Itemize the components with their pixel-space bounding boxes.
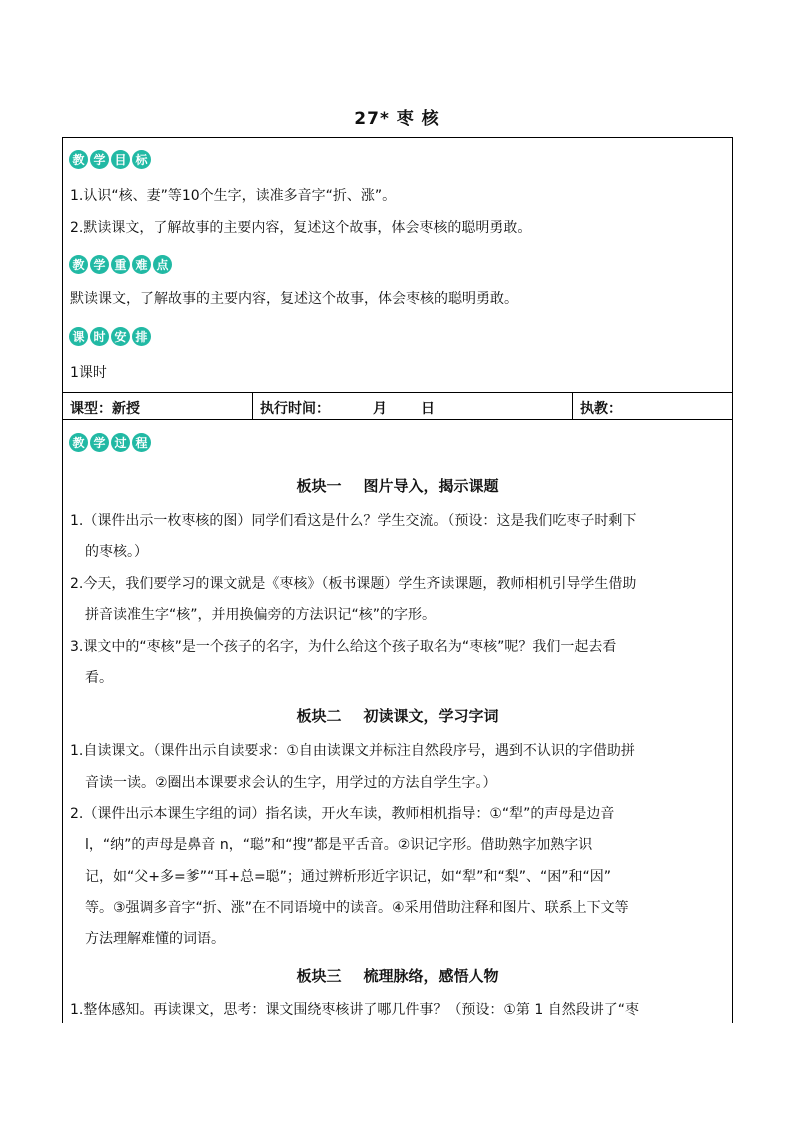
tag-char: 学	[90, 433, 109, 452]
tag-char: 教	[69, 255, 88, 274]
paragraph-line: 1.自读课文。（课件出示自读要求：①自由读课文并标注自然段序号，遇到不认识的字借助拼	[70, 743, 635, 759]
paragraph-line: 等。③强调多音字“折、涨”在不同语境中的读音。④采用借助注释和图片、联系上下文等	[85, 900, 629, 916]
teacher-label: 执教：	[580, 401, 622, 417]
section-number: 板块二	[296, 707, 342, 725]
section-title: 图片导入，揭示课题	[363, 477, 499, 495]
tag-char: 课	[69, 327, 88, 346]
tag-char: 安	[111, 327, 130, 346]
tag-char: 目	[111, 150, 130, 169]
section-heading	[63, 475, 732, 496]
tag-char: 过	[111, 433, 130, 452]
paragraph-line: 2.（课件出示本课生字组的词）指名读，开火车读，教师相机指导：①“犁”的声母是边音	[70, 806, 615, 822]
paragraph-line: 1.（课件出示一枚枣核的图）同学们看这是什么？学生交流。（预设：这是我们吃枣子时剩下	[70, 513, 637, 529]
section-title: 梳理脉络，感悟人物	[363, 967, 499, 985]
tag-char: 程	[132, 433, 151, 452]
paragraph-line: 拼音读准生字“核”，并用换偏旁的方法识记“核”的字形。	[85, 607, 437, 623]
column-divider	[252, 392, 253, 419]
page-title: 27* 枣 核	[354, 109, 440, 129]
paragraph-line: 看。	[85, 670, 113, 686]
tag-char: 教	[69, 150, 88, 169]
tag-char: 时	[90, 327, 109, 346]
tag-teaching-process	[69, 433, 151, 452]
tag-char: 点	[153, 255, 172, 274]
tag-char: 重	[111, 255, 130, 274]
month-label: 月	[373, 401, 387, 417]
section-heading	[63, 965, 732, 986]
time-label: 执行时间：	[260, 401, 330, 417]
tag-key-difficulties	[69, 255, 172, 274]
tag-char: 标	[132, 150, 151, 169]
paragraph-line: 2.今天，我们要学习的课文就是《枣核》（板书课题）学生齐读课题，教师相机引导学生借助	[70, 576, 637, 592]
key-point-text: 默读课文，了解故事的主要内容，复述这个故事，体会枣核的聪明勇敢。	[70, 291, 518, 307]
lesson-plan-table	[62, 137, 733, 1023]
day-label: 日	[421, 401, 435, 417]
section-title: 初读课文，学习字词	[363, 707, 499, 725]
tag-char: 排	[132, 327, 151, 346]
paragraph-line: l，“纳”的声母是鼻音 n，“聪”和“搜”都是平舌音。②识记字形。借助熟字加熟字识	[85, 837, 593, 853]
paragraph-line: 音读一读。②圈出本课要求会认的生字，用学过的方法自学生字。）	[85, 775, 497, 791]
schedule-text: 1课时	[70, 365, 107, 381]
goal-line: 2.默读课文，了解故事的主要内容，复述这个故事，体会枣核的聪明勇敢。	[70, 220, 532, 236]
row-divider	[63, 392, 732, 393]
paragraph-line: 3.课文中的“枣核”是一个孩子的名字，为什么给这个孩子取名为“枣核”呢？我们一起去看	[70, 639, 617, 655]
paragraph-line: 记，如“父+多=爹”“耳+总=聪”；通过辨析形近字识记，如“犁”和“梨”、“困”和“因”	[85, 869, 611, 885]
tag-char: 教	[69, 433, 88, 452]
goal-line: 1.认识“核、妻”等10个生字，读准多音字“折、涨”。	[70, 188, 397, 204]
tag-char: 学	[90, 150, 109, 169]
section-number: 板块三	[296, 967, 342, 985]
tag-char: 学	[90, 255, 109, 274]
lesson-type: 课型：新授	[70, 401, 140, 417]
paragraph-line: 1.整体感知。再读课文，思考：课文围绕枣核讲了哪几件事？（预设：①第 1 自然段讲了“枣	[70, 1002, 639, 1018]
row-divider	[63, 419, 732, 420]
section-number: 板块一	[296, 477, 342, 495]
column-divider	[572, 392, 573, 419]
tag-teaching-goals	[69, 150, 151, 169]
paragraph-line: 方法理解难懂的词语。	[85, 931, 225, 947]
tag-char: 难	[132, 255, 151, 274]
paragraph-line: 的枣核。）	[85, 544, 148, 560]
tag-schedule	[69, 327, 151, 346]
section-heading	[63, 705, 732, 726]
